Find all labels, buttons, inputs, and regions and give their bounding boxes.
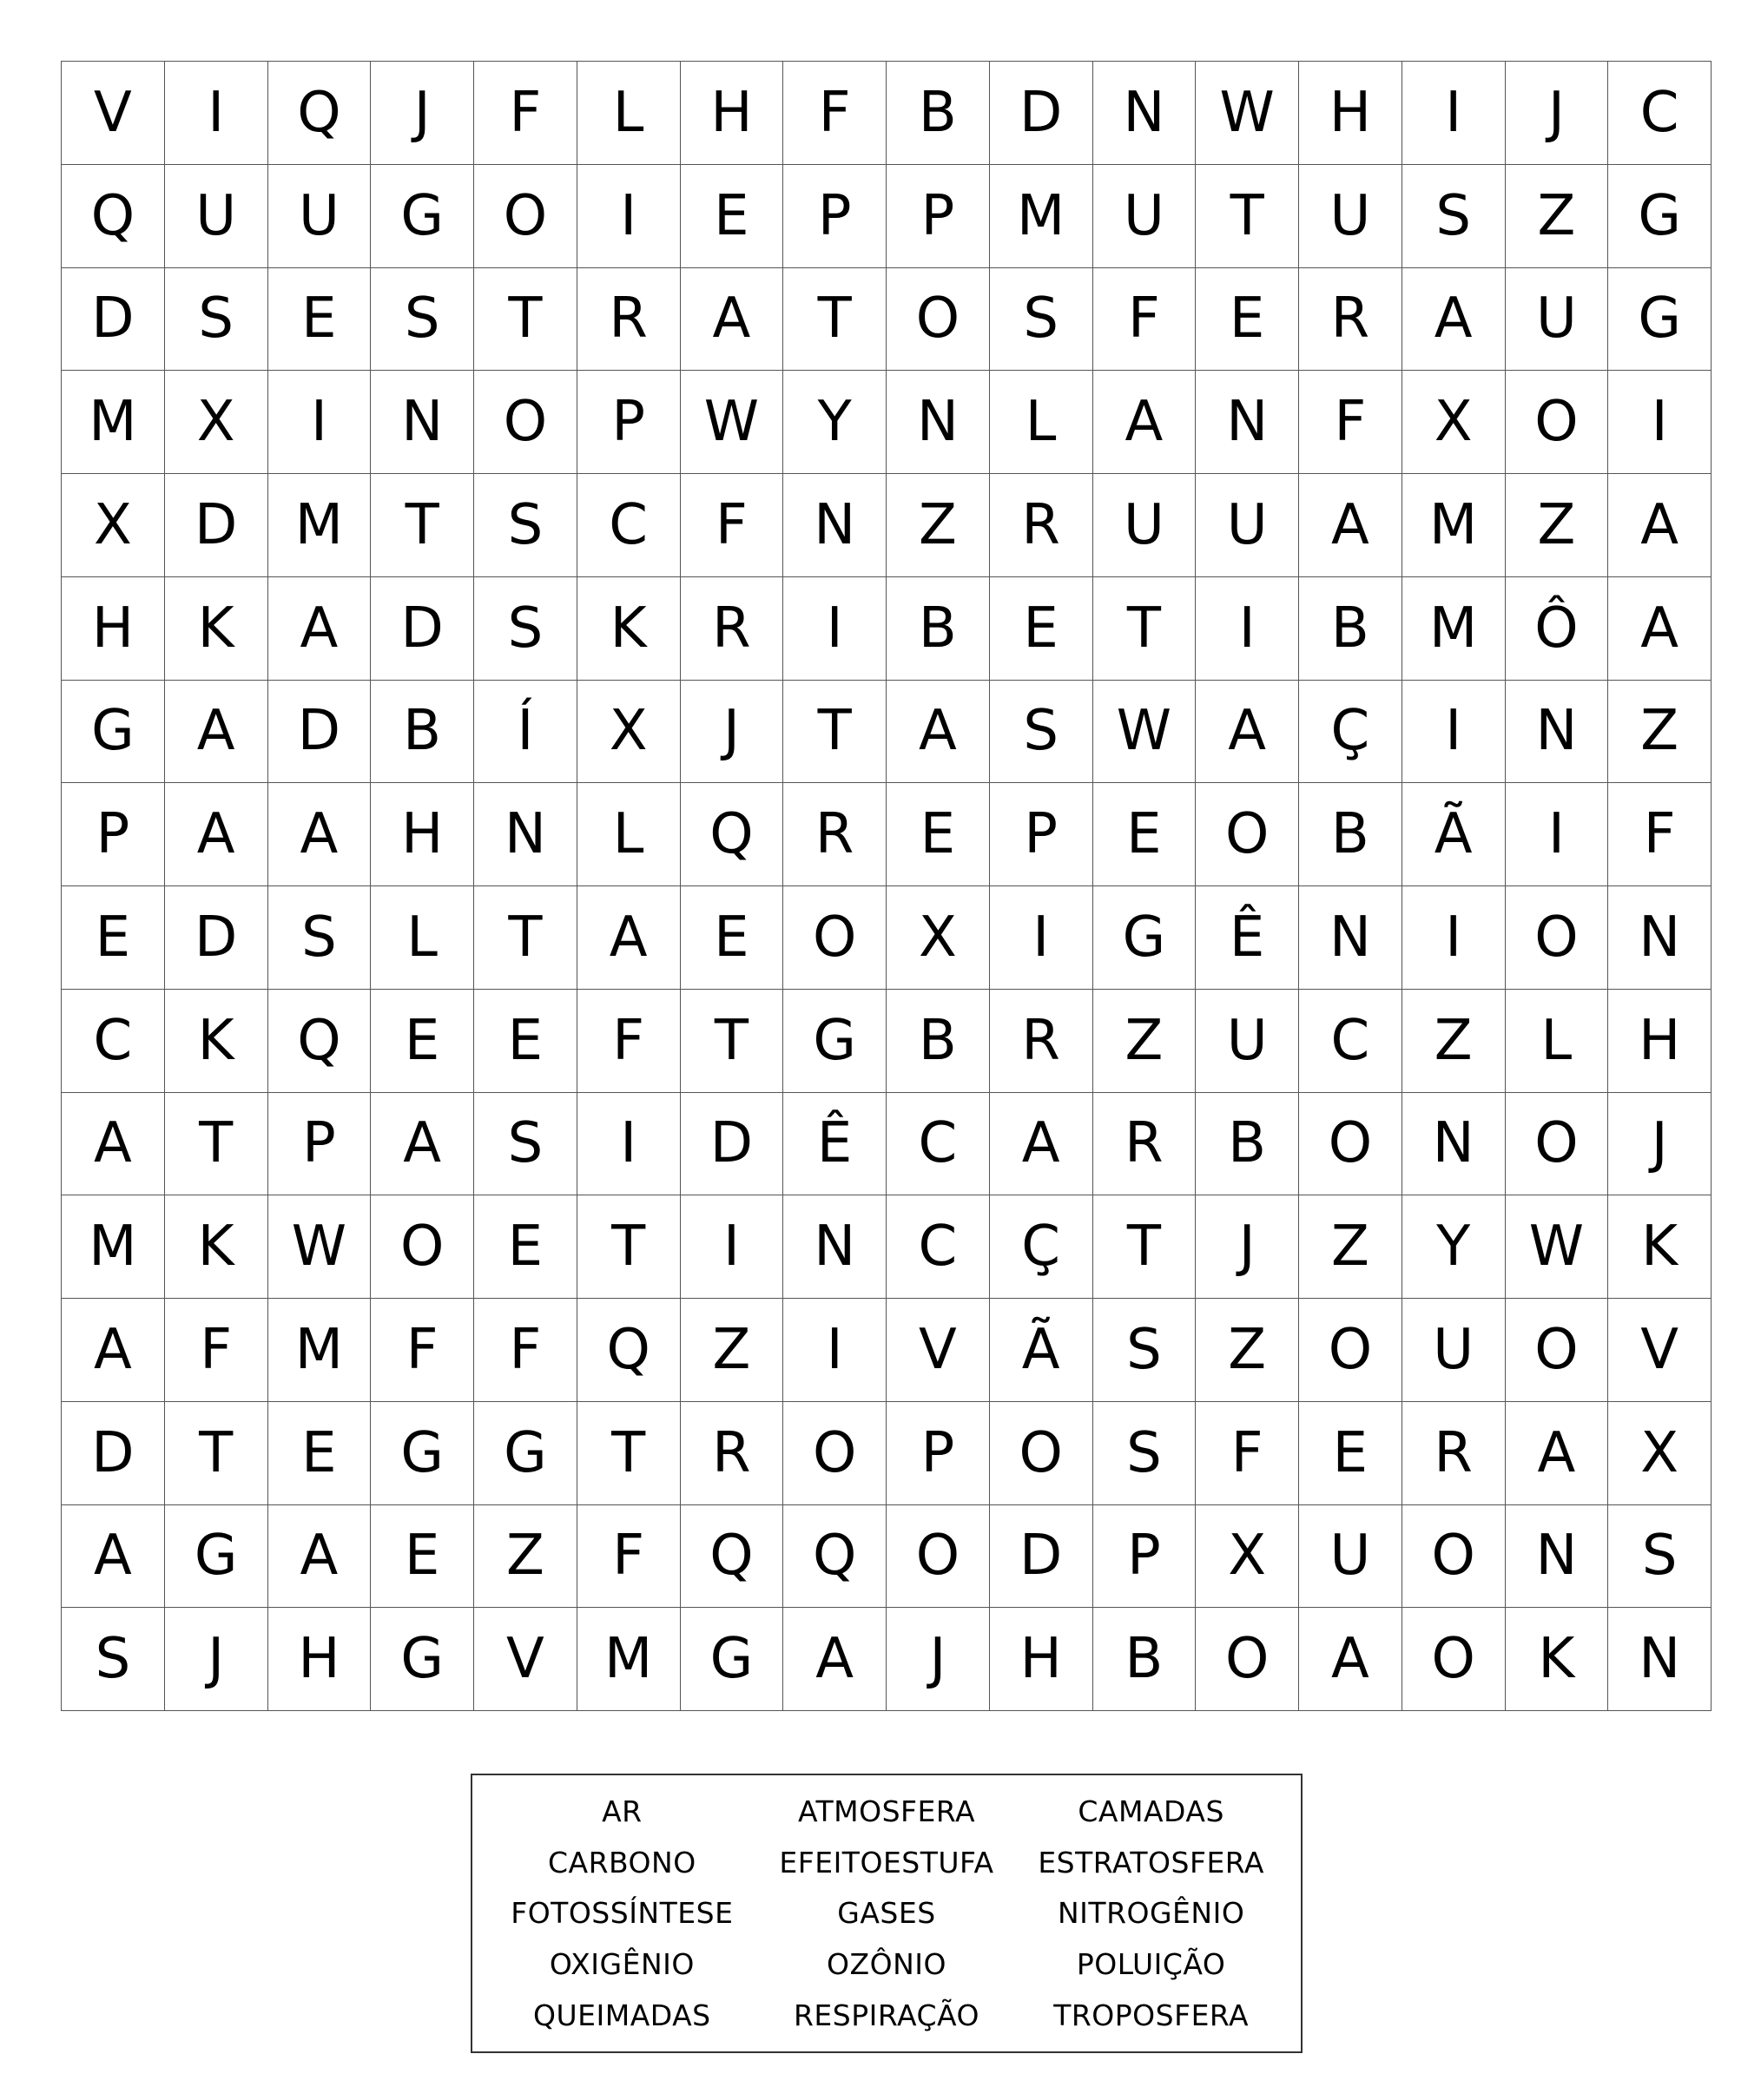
- grid-cell[interactable]: U: [1506, 268, 1609, 372]
- grid-cell[interactable]: T: [783, 681, 887, 784]
- grid-cell[interactable]: O: [990, 1402, 1093, 1505]
- grid-cell[interactable]: B: [1093, 1608, 1197, 1711]
- grid-cell[interactable]: E: [268, 268, 372, 372]
- grid-cell[interactable]: N: [1093, 62, 1197, 165]
- grid-cell[interactable]: P: [268, 1093, 372, 1196]
- grid-cell[interactable]: Y: [783, 371, 887, 474]
- grid-cell[interactable]: G: [165, 1505, 268, 1609]
- grid-cell[interactable]: B: [1299, 577, 1402, 681]
- grid-cell[interactable]: P: [887, 165, 990, 268]
- grid-cell[interactable]: B: [371, 681, 474, 784]
- grid-cell[interactable]: R: [1299, 268, 1402, 372]
- grid-cell[interactable]: G: [1608, 268, 1712, 372]
- grid-cell[interactable]: E: [681, 165, 784, 268]
- grid-cell[interactable]: W: [268, 1195, 372, 1299]
- word-list-item: CARBONO: [547, 1845, 696, 1879]
- grid-cell[interactable]: E: [1093, 783, 1197, 886]
- grid-cell[interactable]: I: [681, 1195, 784, 1299]
- grid-cell[interactable]: O: [1196, 783, 1299, 886]
- grid-cell[interactable]: E: [1299, 1402, 1402, 1505]
- grid-cell[interactable]: W: [681, 371, 784, 474]
- grid-cell[interactable]: P: [62, 783, 165, 886]
- grid-cell[interactable]: Z: [1402, 990, 1506, 1093]
- grid-cell[interactable]: M: [268, 474, 372, 577]
- grid-cell[interactable]: Í: [474, 681, 577, 784]
- grid-cell[interactable]: K: [165, 577, 268, 681]
- grid-cell[interactable]: S: [474, 474, 577, 577]
- word-list-item: EFEITOESTUFA: [779, 1845, 994, 1879]
- grid-cell[interactable]: A: [681, 268, 784, 372]
- grid-cell[interactable]: Z: [1299, 1195, 1402, 1299]
- grid-cell[interactable]: K: [1608, 1195, 1712, 1299]
- grid-cell[interactable]: N: [1196, 371, 1299, 474]
- grid-cell[interactable]: A: [1196, 681, 1299, 784]
- grid-cell[interactable]: A: [62, 1299, 165, 1402]
- grid-cell[interactable]: D: [62, 1402, 165, 1505]
- grid-cell[interactable]: D: [371, 577, 474, 681]
- grid-cell[interactable]: K: [1506, 1608, 1609, 1711]
- grid-cell[interactable]: F: [371, 1299, 474, 1402]
- grid-cell[interactable]: G: [371, 165, 474, 268]
- grid-cell[interactable]: R: [1402, 1402, 1506, 1505]
- grid-cell[interactable]: A: [1402, 268, 1506, 372]
- word-list-item: FOTOSSÍNTESE: [511, 1896, 734, 1931]
- grid-cell[interactable]: T: [1196, 165, 1299, 268]
- grid-cell[interactable]: D: [990, 62, 1093, 165]
- grid-cell[interactable]: N: [474, 783, 577, 886]
- grid-cell[interactable]: K: [577, 577, 681, 681]
- grid-cell[interactable]: A: [1299, 474, 1402, 577]
- grid-cell[interactable]: U: [1402, 1299, 1506, 1402]
- grid-cell[interactable]: Ê: [783, 1093, 887, 1196]
- grid-cell[interactable]: Z: [887, 474, 990, 577]
- grid-cell[interactable]: B: [887, 990, 990, 1093]
- grid-cell[interactable]: Q: [268, 990, 372, 1093]
- grid-cell[interactable]: Z: [1506, 474, 1609, 577]
- grid-cell[interactable]: O: [887, 1505, 990, 1609]
- grid-cell[interactable]: A: [165, 681, 268, 784]
- grid-cell[interactable]: F: [1093, 268, 1197, 372]
- grid-cell[interactable]: Z: [474, 1505, 577, 1609]
- grid-cell[interactable]: F: [577, 1505, 681, 1609]
- grid-cell[interactable]: H: [990, 1608, 1093, 1711]
- grid-cell[interactable]: G: [681, 1608, 784, 1711]
- grid-cell[interactable]: P: [990, 783, 1093, 886]
- grid-cell[interactable]: N: [1506, 1505, 1609, 1609]
- grid-cell[interactable]: S: [1608, 1505, 1712, 1609]
- grid-cell[interactable]: O: [474, 165, 577, 268]
- grid-cell[interactable]: D: [165, 886, 268, 990]
- grid-cell[interactable]: C: [62, 990, 165, 1093]
- grid-cell[interactable]: O: [1506, 371, 1609, 474]
- grid-cell[interactable]: L: [371, 886, 474, 990]
- grid-cell[interactable]: X: [1196, 1505, 1299, 1609]
- grid-cell[interactable]: I: [577, 165, 681, 268]
- grid-cell[interactable]: J: [371, 62, 474, 165]
- grid-cell[interactable]: N: [1506, 681, 1609, 784]
- grid-cell[interactable]: A: [268, 783, 372, 886]
- grid-cell[interactable]: J: [681, 681, 784, 784]
- grid-cell[interactable]: P: [1093, 1505, 1197, 1609]
- grid-cell[interactable]: R: [1093, 1093, 1197, 1196]
- grid-cell[interactable]: S: [990, 681, 1093, 784]
- grid-cell[interactable]: M: [577, 1608, 681, 1711]
- grid-cell[interactable]: B: [887, 62, 990, 165]
- grid-cell[interactable]: M: [62, 371, 165, 474]
- word-search-grid: [61, 61, 1712, 1711]
- grid-cell[interactable]: N: [887, 371, 990, 474]
- grid-cell[interactable]: A: [1299, 1608, 1402, 1711]
- word-list-item: QUEIMADAS: [533, 1998, 711, 2033]
- grid-cell[interactable]: J: [165, 1608, 268, 1711]
- grid-cell[interactable]: H: [62, 577, 165, 681]
- grid-cell[interactable]: S: [268, 886, 372, 990]
- word-list-item: OXIGÊNIO: [549, 1947, 695, 1982]
- grid-cell[interactable]: J: [1608, 1093, 1712, 1196]
- grid-cell[interactable]: F: [474, 62, 577, 165]
- grid-cell[interactable]: C: [577, 474, 681, 577]
- grid-cell[interactable]: H: [681, 62, 784, 165]
- word-list-item: GASES: [837, 1896, 936, 1931]
- grid-cell[interactable]: F: [474, 1299, 577, 1402]
- grid-cell[interactable]: A: [1608, 474, 1712, 577]
- grid-cell[interactable]: C: [887, 1093, 990, 1196]
- grid-cell[interactable]: O: [1299, 1299, 1402, 1402]
- grid-cell[interactable]: F: [1196, 1402, 1299, 1505]
- grid-cell[interactable]: G: [1608, 165, 1712, 268]
- grid-cell[interactable]: F: [1299, 371, 1402, 474]
- grid-cell[interactable]: J: [1506, 62, 1609, 165]
- grid-cell[interactable]: R: [681, 577, 784, 681]
- word-list-item: ATMOSFERA: [797, 1794, 976, 1828]
- grid-cell[interactable]: V: [887, 1299, 990, 1402]
- grid-cell[interactable]: W: [1196, 62, 1299, 165]
- grid-cell[interactable]: U: [1196, 990, 1299, 1093]
- grid-cell[interactable]: Ê: [1196, 886, 1299, 990]
- grid-cell[interactable]: T: [474, 268, 577, 372]
- grid-cell[interactable]: I: [783, 577, 887, 681]
- grid-cell[interactable]: G: [371, 1608, 474, 1711]
- word-list-item: CAMADAS: [1078, 1794, 1224, 1828]
- grid-cell[interactable]: E: [474, 990, 577, 1093]
- grid-cell[interactable]: E: [268, 1402, 372, 1505]
- grid-cell[interactable]: A: [990, 1093, 1093, 1196]
- grid-cell[interactable]: O: [1506, 886, 1609, 990]
- word-list-item: POLUIÇÃO: [1076, 1947, 1226, 1982]
- grid-cell[interactable]: G: [62, 681, 165, 784]
- grid-cell[interactable]: M: [1402, 474, 1506, 577]
- grid-cell[interactable]: X: [1608, 1402, 1712, 1505]
- grid-cell[interactable]: Ã: [1402, 783, 1506, 886]
- grid-cell[interactable]: K: [165, 1195, 268, 1299]
- grid-cell[interactable]: O: [474, 371, 577, 474]
- grid-cell[interactable]: I: [577, 1093, 681, 1196]
- grid-cell[interactable]: I: [1402, 886, 1506, 990]
- grid-cell[interactable]: A: [371, 1093, 474, 1196]
- grid-cell[interactable]: B: [1196, 1093, 1299, 1196]
- grid-cell[interactable]: U: [165, 165, 268, 268]
- grid-cell[interactable]: F: [1608, 783, 1712, 886]
- grid-cell[interactable]: H: [1608, 990, 1712, 1093]
- grid-cell[interactable]: O: [1299, 1093, 1402, 1196]
- grid-cell[interactable]: I: [783, 1299, 887, 1402]
- grid-cell[interactable]: C: [887, 1195, 990, 1299]
- word-list-item: NITROGÊNIO: [1058, 1896, 1245, 1931]
- grid-cell[interactable]: M: [1402, 577, 1506, 681]
- grid-cell[interactable]: E: [990, 577, 1093, 681]
- grid-cell[interactable]: P: [783, 165, 887, 268]
- grid-cell[interactable]: I: [268, 371, 372, 474]
- grid-cell[interactable]: M: [990, 165, 1093, 268]
- word-list-item: AR: [602, 1794, 643, 1828]
- grid-cell[interactable]: U: [1093, 165, 1197, 268]
- grid-cell[interactable]: D: [681, 1093, 784, 1196]
- grid-cell[interactable]: D: [165, 474, 268, 577]
- grid-cell[interactable]: S: [371, 268, 474, 372]
- grid-cell[interactable]: F: [681, 474, 784, 577]
- grid-cell[interactable]: O: [1402, 1505, 1506, 1609]
- grid-cell[interactable]: Ç: [1299, 681, 1402, 784]
- grid-cell[interactable]: V: [62, 62, 165, 165]
- grid-cell[interactable]: A: [62, 1093, 165, 1196]
- grid-cell[interactable]: T: [577, 1402, 681, 1505]
- grid-cell[interactable]: S: [1402, 165, 1506, 268]
- grid-cell[interactable]: T: [681, 990, 784, 1093]
- grid-cell[interactable]: I: [990, 886, 1093, 990]
- grid-cell[interactable]: T: [783, 268, 887, 372]
- grid-cell[interactable]: Q: [681, 1505, 784, 1609]
- grid-cell[interactable]: H: [268, 1608, 372, 1711]
- grid-cell[interactable]: O: [783, 886, 887, 990]
- grid-cell[interactable]: F: [577, 990, 681, 1093]
- grid-cell[interactable]: W: [1506, 1195, 1609, 1299]
- grid-cell[interactable]: E: [62, 886, 165, 990]
- word-list-item: RESPIRAÇÃO: [794, 1998, 979, 2033]
- grid-cell[interactable]: T: [371, 474, 474, 577]
- grid-cell[interactable]: R: [681, 1402, 784, 1505]
- grid-cell[interactable]: M: [62, 1195, 165, 1299]
- grid-cell[interactable]: F: [783, 62, 887, 165]
- grid-cell[interactable]: N: [1608, 1608, 1712, 1711]
- grid-cell[interactable]: L: [990, 371, 1093, 474]
- grid-cell[interactable]: T: [577, 1195, 681, 1299]
- grid-cell[interactable]: T: [165, 1402, 268, 1505]
- grid-cell[interactable]: Ç: [990, 1195, 1093, 1299]
- grid-cell[interactable]: Z: [1506, 165, 1609, 268]
- grid-cell[interactable]: K: [165, 990, 268, 1093]
- grid-cell[interactable]: I: [1196, 577, 1299, 681]
- grid-cell[interactable]: Z: [1093, 990, 1197, 1093]
- grid-cell[interactable]: C: [1608, 62, 1712, 165]
- grid-cell[interactable]: Q: [268, 62, 372, 165]
- grid-cell[interactable]: O: [1506, 1093, 1609, 1196]
- grid-cell[interactable]: U: [268, 165, 372, 268]
- grid-cell[interactable]: L: [577, 783, 681, 886]
- grid-cell[interactable]: G: [371, 1402, 474, 1505]
- grid-cell[interactable]: P: [887, 1402, 990, 1505]
- grid-cell[interactable]: R: [577, 268, 681, 372]
- grid-cell[interactable]: E: [681, 886, 784, 990]
- grid-cell[interactable]: S: [474, 1093, 577, 1196]
- grid-cell[interactable]: G: [783, 990, 887, 1093]
- grid-cell[interactable]: N: [1608, 886, 1712, 990]
- grid-cell[interactable]: U: [1299, 165, 1402, 268]
- grid-cell[interactable]: E: [371, 990, 474, 1093]
- grid-cell[interactable]: X: [1402, 371, 1506, 474]
- grid-cell[interactable]: E: [887, 783, 990, 886]
- word-list-item: OZÔNIO: [827, 1947, 946, 1982]
- grid-cell[interactable]: Z: [1196, 1299, 1299, 1402]
- grid-cell[interactable]: S: [165, 268, 268, 372]
- grid-cell[interactable]: H: [371, 783, 474, 886]
- grid-cell[interactable]: V: [1608, 1299, 1712, 1402]
- grid-cell[interactable]: V: [474, 1608, 577, 1711]
- grid-cell[interactable]: H: [1299, 62, 1402, 165]
- grid-cell[interactable]: W: [1093, 681, 1197, 784]
- grid-cell[interactable]: B: [887, 577, 990, 681]
- grid-cell[interactable]: N: [1299, 886, 1402, 990]
- grid-cell[interactable]: Z: [1608, 681, 1712, 784]
- grid-cell[interactable]: I: [1402, 62, 1506, 165]
- grid-cell[interactable]: A: [1093, 371, 1197, 474]
- grid-cell[interactable]: G: [474, 1402, 577, 1505]
- grid-cell[interactable]: M: [268, 1299, 372, 1402]
- grid-cell[interactable]: A: [268, 577, 372, 681]
- grid-cell[interactable]: D: [268, 681, 372, 784]
- grid-cell[interactable]: Q: [681, 783, 784, 886]
- grid-cell[interactable]: O: [887, 268, 990, 372]
- grid-cell[interactable]: X: [165, 371, 268, 474]
- grid-cell[interactable]: R: [990, 990, 1093, 1093]
- grid-cell[interactable]: R: [990, 474, 1093, 577]
- grid-cell[interactable]: Z: [681, 1299, 784, 1402]
- grid-cell[interactable]: N: [1402, 1093, 1506, 1196]
- grid-cell[interactable]: Q: [62, 165, 165, 268]
- grid-cell[interactable]: I: [1402, 681, 1506, 784]
- grid-cell[interactable]: U: [1299, 1505, 1402, 1609]
- word-list-item: TROPOSFERA: [1053, 1998, 1250, 2033]
- grid-cell[interactable]: Y: [1402, 1195, 1506, 1299]
- grid-cell[interactable]: U: [1093, 474, 1197, 577]
- grid-cell[interactable]: A: [887, 681, 990, 784]
- grid-cell[interactable]: N: [371, 371, 474, 474]
- grid-cell[interactable]: S: [1093, 1402, 1197, 1505]
- grid-cell[interactable]: Q: [783, 1505, 887, 1609]
- grid-cell[interactable]: J: [1196, 1195, 1299, 1299]
- grid-cell[interactable]: E: [474, 1195, 577, 1299]
- grid-cell[interactable]: A: [783, 1608, 887, 1711]
- grid-cell[interactable]: C: [1299, 990, 1402, 1093]
- grid-cell[interactable]: A: [1506, 1402, 1609, 1505]
- grid-cell[interactable]: O: [1196, 1608, 1299, 1711]
- grid-cell[interactable]: B: [1299, 783, 1402, 886]
- grid-cell[interactable]: X: [577, 681, 681, 784]
- grid-cell[interactable]: A: [268, 1505, 372, 1609]
- grid-cell[interactable]: G: [1093, 886, 1197, 990]
- grid-cell[interactable]: S: [1093, 1299, 1197, 1402]
- grid-cell[interactable]: T: [474, 886, 577, 990]
- grid-cell[interactable]: D: [62, 268, 165, 372]
- grid-cell[interactable]: X: [887, 886, 990, 990]
- grid-cell[interactable]: L: [577, 62, 681, 165]
- word-list-item: ESTRATOSFERA: [1038, 1845, 1264, 1879]
- grid-cell[interactable]: I: [1608, 371, 1712, 474]
- grid-cell[interactable]: D: [990, 1505, 1093, 1609]
- grid-cell[interactable]: O: [1506, 1299, 1609, 1402]
- grid-cell[interactable]: R: [783, 783, 887, 886]
- grid-cell[interactable]: S: [990, 268, 1093, 372]
- grid-cell[interactable]: T: [1093, 1195, 1197, 1299]
- grid-cell[interactable]: A: [165, 783, 268, 886]
- grid-cell[interactable]: O: [1402, 1608, 1506, 1711]
- grid-cell[interactable]: I: [1506, 783, 1609, 886]
- grid-cell[interactable]: U: [1196, 474, 1299, 577]
- grid-cell[interactable]: X: [62, 474, 165, 577]
- grid-cell[interactable]: Ô: [1506, 577, 1609, 681]
- grid-cell[interactable]: A: [577, 886, 681, 990]
- grid-cell[interactable]: E: [1196, 268, 1299, 372]
- grid-cell[interactable]: F: [165, 1299, 268, 1402]
- grid-cell[interactable]: A: [62, 1505, 165, 1609]
- grid-cell[interactable]: A: [1608, 577, 1712, 681]
- grid-cell[interactable]: N: [783, 474, 887, 577]
- grid-cell[interactable]: O: [783, 1402, 887, 1505]
- grid-cell[interactable]: P: [577, 371, 681, 474]
- grid-cell[interactable]: Ã: [990, 1299, 1093, 1402]
- grid-cell[interactable]: L: [1506, 990, 1609, 1093]
- grid-cell[interactable]: O: [371, 1195, 474, 1299]
- grid-cell[interactable]: S: [474, 577, 577, 681]
- grid-cell[interactable]: Q: [577, 1299, 681, 1402]
- grid-cell[interactable]: E: [371, 1505, 474, 1609]
- grid-cell[interactable]: T: [165, 1093, 268, 1196]
- grid-cell[interactable]: J: [887, 1608, 990, 1711]
- grid-cell[interactable]: N: [783, 1195, 887, 1299]
- grid-cell[interactable]: I: [165, 62, 268, 165]
- grid-cell[interactable]: T: [1093, 577, 1197, 681]
- word-list-box: [471, 1774, 1303, 2053]
- grid-cell[interactable]: S: [62, 1608, 165, 1711]
